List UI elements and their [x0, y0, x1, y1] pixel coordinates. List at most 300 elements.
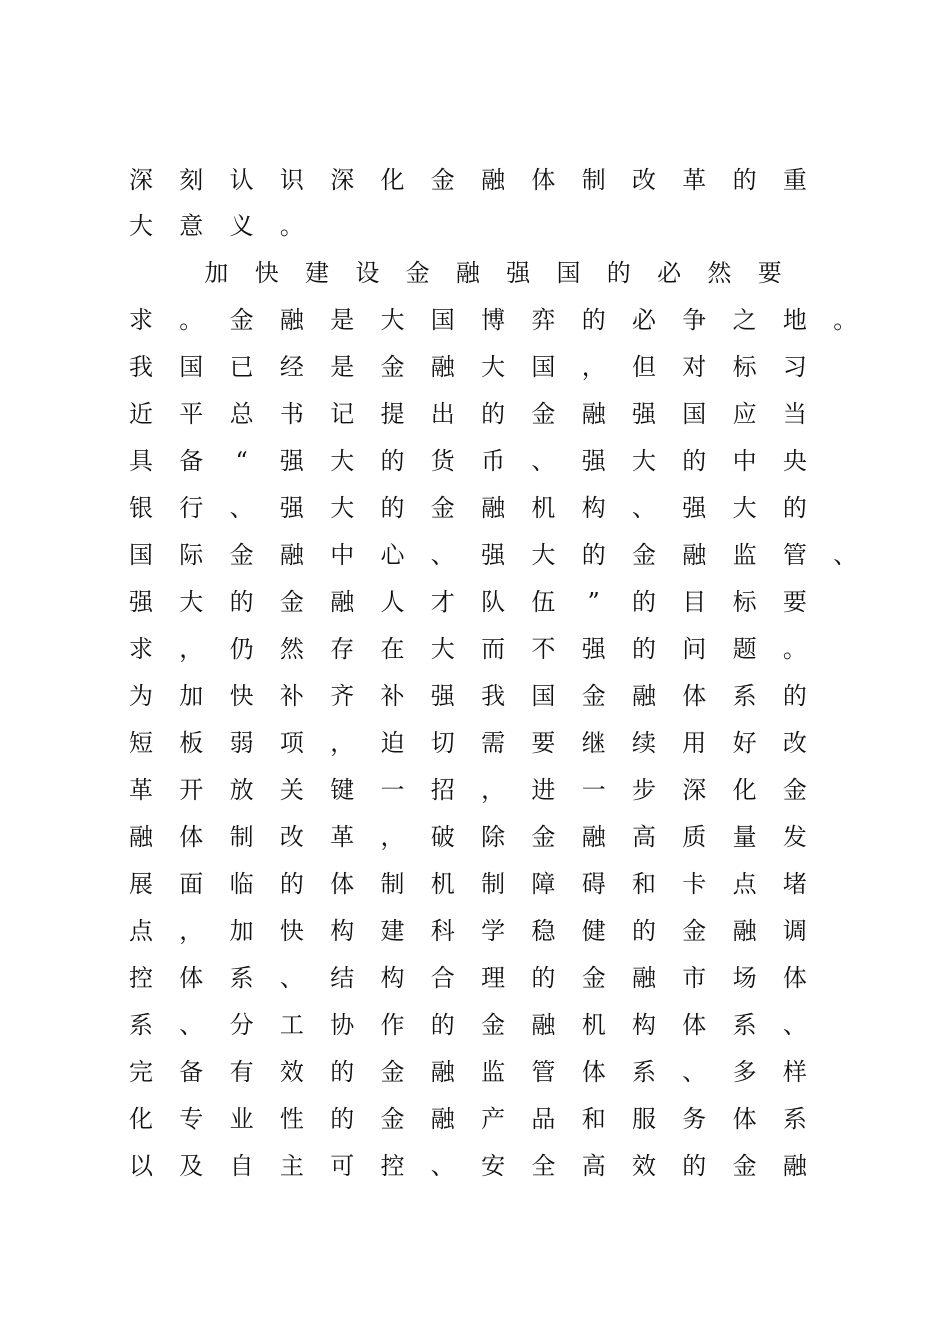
text-char: 提: [380, 400, 405, 428]
text-line: [0, 723, 950, 763]
text-char: 、: [682, 1058, 707, 1086]
text-char: 自: [229, 1152, 254, 1180]
text-char: “: [235, 447, 248, 475]
text-char: 央: [782, 447, 807, 475]
text-char: 经: [279, 353, 304, 381]
text-char: 的: [430, 1011, 455, 1039]
text-char: 完: [129, 1058, 153, 1086]
text-char: 改: [632, 166, 656, 194]
text-char: 需: [481, 729, 506, 757]
text-char: 应: [732, 400, 757, 428]
text-char: 的: [380, 494, 405, 522]
text-char: 为: [129, 682, 153, 710]
text-char: ，: [179, 917, 204, 945]
text-char: 中: [330, 541, 355, 569]
text-char: 展: [129, 870, 153, 898]
text-char: 、: [782, 1011, 807, 1039]
text-char: 金: [732, 1152, 757, 1180]
text-char: 专: [179, 1105, 204, 1133]
text-char: 补: [380, 682, 405, 710]
text-char: 。: [782, 635, 807, 663]
text-char: 深: [330, 166, 355, 194]
text-char: 但: [632, 353, 656, 381]
text-char: 人: [380, 588, 405, 616]
text-char: 化: [732, 776, 757, 804]
text-char: 系: [229, 964, 254, 992]
text-char: 性: [279, 1105, 304, 1133]
text-line: [0, 629, 950, 669]
text-char: 强: [506, 259, 531, 287]
text-char: 监: [481, 1058, 506, 1086]
text-char: 加: [229, 917, 254, 945]
text-char: 。: [179, 306, 204, 334]
text-char: 、: [833, 541, 858, 569]
text-char: 求: [129, 635, 153, 663]
text-char: 融: [481, 494, 506, 522]
text-char: 强: [481, 541, 506, 569]
text-line: [0, 911, 950, 951]
text-char: 、: [179, 1011, 204, 1039]
text-char: 融: [430, 1058, 455, 1086]
text-char: 障: [531, 870, 556, 898]
text-char: 好: [732, 729, 757, 757]
text-char: 革: [129, 776, 153, 804]
text-char: 国: [682, 400, 707, 428]
text-char: 加: [204, 259, 229, 287]
text-line: [0, 582, 950, 622]
text-char: 样: [782, 1058, 807, 1086]
text-char: 机: [581, 1011, 606, 1039]
text-line: [0, 864, 950, 904]
text-char: 际: [179, 541, 204, 569]
text-char: ，: [330, 729, 355, 757]
text-char: 具: [129, 447, 153, 475]
text-char: 科: [430, 917, 455, 945]
text-char: 融: [455, 259, 480, 287]
text-char: 进: [531, 776, 556, 804]
text-char: 续: [632, 729, 656, 757]
text-char: 金: [782, 776, 807, 804]
text-char: 大: [330, 494, 355, 522]
text-char: 。: [833, 306, 858, 334]
text-char: 系: [732, 1011, 757, 1039]
text-char: 大: [481, 353, 506, 381]
text-char: 融: [430, 353, 455, 381]
text-char: 问: [682, 635, 707, 663]
text-char: 破: [430, 823, 455, 851]
text-char: 学: [481, 917, 506, 945]
text-char: 点: [732, 870, 757, 898]
text-char: 革: [330, 823, 355, 851]
text-char: 堵: [782, 870, 807, 898]
text-char: 融: [531, 1011, 556, 1039]
text-char: 卡: [682, 870, 707, 898]
text-char: 金: [581, 682, 606, 710]
text-char: 金: [632, 541, 656, 569]
text-char: 一: [581, 776, 606, 804]
text-char: 的: [279, 870, 304, 898]
text-char: 建: [305, 259, 329, 287]
text-char: 高: [632, 823, 656, 851]
text-char: 开: [179, 776, 204, 804]
text-char: 的: [581, 306, 606, 334]
text-char: 融: [782, 1152, 807, 1180]
text-char: 金: [229, 306, 254, 334]
text-char: 、: [531, 447, 556, 475]
text-char: 齐: [330, 682, 355, 710]
text-char: 改: [782, 729, 807, 757]
text-char: 的: [481, 400, 506, 428]
text-char: 项: [279, 729, 304, 757]
text-char: 备: [179, 1058, 204, 1086]
text-char: 大: [632, 447, 656, 475]
text-char: 效: [632, 1152, 656, 1180]
text-line: [0, 441, 950, 481]
text-char: 切: [430, 729, 455, 757]
text-char: 量: [732, 823, 757, 851]
text-char: 监: [732, 541, 757, 569]
text-char: 货: [430, 447, 455, 475]
text-char: 系: [782, 1105, 807, 1133]
text-char: 补: [279, 682, 304, 710]
text-char: 的: [531, 964, 556, 992]
text-char: ，: [380, 823, 405, 851]
text-char: 的: [632, 635, 656, 663]
text-char: 高: [581, 1152, 606, 1180]
text-char: 大: [129, 212, 153, 240]
text-char: 金: [380, 1105, 405, 1133]
text-char: 对: [682, 353, 707, 381]
text-char: 金: [531, 823, 556, 851]
text-char: 临: [229, 870, 254, 898]
text-char: 控: [380, 1152, 405, 1180]
text-char: 金: [229, 541, 254, 569]
text-char: 构: [581, 494, 606, 522]
text-char: 融: [632, 964, 656, 992]
text-char: 已: [229, 353, 254, 381]
text-char: 体: [179, 823, 204, 851]
text-char: 强: [581, 635, 606, 663]
text-char: 业: [229, 1105, 254, 1133]
text-char: 博: [481, 306, 506, 334]
text-char: 的: [380, 447, 405, 475]
text-line: [0, 676, 950, 716]
text-char: 出: [430, 400, 455, 428]
text-char: 金: [481, 1011, 506, 1039]
text-char: 强: [279, 494, 304, 522]
text-char: 国: [129, 541, 153, 569]
text-char: 大: [531, 541, 556, 569]
text-char: 市: [682, 964, 707, 992]
text-char: 金: [430, 494, 455, 522]
text-char: 及: [179, 1152, 204, 1180]
text-char: 要: [757, 259, 782, 287]
text-char: 融: [581, 823, 606, 851]
text-char: 备: [179, 447, 204, 475]
text-char: 标: [732, 588, 757, 616]
text-char: 必: [632, 306, 656, 334]
text-char: 、: [632, 494, 656, 522]
text-char: 一: [380, 776, 405, 804]
text-char: 书: [279, 400, 304, 428]
text-char: 服: [632, 1105, 656, 1133]
text-line: [0, 958, 950, 998]
text-char: 体: [682, 682, 707, 710]
text-char: 制: [481, 870, 506, 898]
text-char: 体: [581, 1058, 606, 1086]
text-char: 国: [531, 353, 556, 381]
text-char: 改: [279, 823, 304, 851]
text-char: 银: [129, 494, 153, 522]
text-char: 国: [531, 682, 556, 710]
text-line: [0, 1146, 950, 1186]
text-char: 要: [782, 588, 807, 616]
text-char: 总: [229, 400, 254, 428]
text-char: 合: [430, 964, 455, 992]
text-char: 融: [330, 588, 355, 616]
text-line: [0, 488, 950, 528]
text-char: 板: [179, 729, 204, 757]
text-char: 不: [531, 635, 556, 663]
text-char: 近: [129, 400, 153, 428]
text-char: 除: [481, 823, 506, 851]
text-char: 融: [279, 541, 304, 569]
text-char: 短: [129, 729, 153, 757]
text-char: 发: [782, 823, 807, 851]
text-char: 之: [732, 306, 757, 334]
text-char: 融: [632, 682, 656, 710]
text-char: 机: [430, 870, 455, 898]
text-char: 行: [179, 494, 204, 522]
text-line: [0, 206, 950, 246]
text-char: 和: [581, 1105, 606, 1133]
text-line: [0, 770, 950, 810]
text-char: 体: [682, 1011, 707, 1039]
text-char: 的: [732, 166, 757, 194]
text-char: 的: [606, 259, 631, 287]
text-char: 国: [430, 306, 455, 334]
text-char: 健: [581, 917, 606, 945]
text-char: 品: [531, 1105, 556, 1133]
text-char: 标: [732, 353, 757, 381]
text-char: 中: [732, 447, 757, 475]
text-line: [0, 160, 950, 200]
text-char: 我: [129, 353, 153, 381]
text-char: 的: [581, 541, 606, 569]
text-char: 融: [581, 400, 606, 428]
text-char: 求: [129, 306, 153, 334]
text-char: 务: [682, 1105, 707, 1133]
text-line: [0, 1099, 950, 1139]
text-char: 我: [481, 682, 506, 710]
text-char: 强: [632, 400, 656, 428]
text-char: 强: [430, 682, 455, 710]
text-char: 大: [430, 635, 455, 663]
text-char: 控: [129, 964, 153, 992]
text-char: 融: [430, 1105, 455, 1133]
text-char: ，: [481, 776, 506, 804]
text-char: 的: [782, 682, 807, 710]
text-char: 的: [330, 1058, 355, 1086]
text-char: 金: [531, 400, 556, 428]
text-char: 当: [782, 400, 807, 428]
text-char: 化: [380, 166, 405, 194]
text-char: 协: [330, 1011, 355, 1039]
text-char: 管: [782, 541, 807, 569]
text-char: 革: [682, 166, 707, 194]
text-char: 机: [531, 494, 556, 522]
text-char: 、: [430, 541, 455, 569]
text-char: 的: [229, 588, 254, 616]
text-char: 国: [179, 353, 204, 381]
text-char: 设: [355, 259, 380, 287]
text-line: [0, 253, 950, 293]
text-char: 招: [430, 776, 455, 804]
text-char: 分: [229, 1011, 254, 1039]
text-char: 用: [682, 729, 707, 757]
text-char: 。: [279, 212, 304, 240]
text-char: 金: [682, 917, 707, 945]
text-line: [0, 1052, 950, 1092]
text-char: 可: [330, 1152, 355, 1180]
text-char: 稳: [531, 917, 556, 945]
text-char: 大: [732, 494, 757, 522]
text-char: 面: [179, 870, 204, 898]
text-char: 是: [330, 353, 355, 381]
text-line: [0, 535, 950, 575]
text-char: 体: [531, 166, 556, 194]
text-char: 金: [405, 259, 430, 287]
text-char: 金: [581, 964, 606, 992]
text-char: 的: [632, 917, 656, 945]
text-char: 然: [707, 259, 732, 287]
text-char: 然: [279, 635, 304, 663]
text-char: 融: [682, 541, 707, 569]
text-char: 金: [380, 1058, 405, 1086]
text-char: 金: [430, 166, 455, 194]
text-char: 快: [254, 259, 279, 287]
text-char: 必: [657, 259, 682, 287]
text-char: 的: [682, 447, 707, 475]
text-char: 认: [229, 166, 254, 194]
text-char: 碍: [581, 870, 606, 898]
text-char: 目: [682, 588, 707, 616]
text-char: 在: [380, 635, 405, 663]
text-char: 产: [481, 1105, 506, 1133]
text-char: 强: [279, 447, 304, 475]
text-char: 和: [632, 870, 656, 898]
text-char: 强: [682, 494, 707, 522]
text-char: 习: [782, 353, 807, 381]
text-char: 制: [581, 166, 606, 194]
text-char: 意: [179, 212, 204, 240]
text-char: 主: [279, 1152, 304, 1180]
text-char: 的: [330, 1105, 355, 1133]
text-char: 融: [129, 823, 153, 851]
text-char: 质: [682, 823, 707, 851]
text-char: 币: [481, 447, 506, 475]
text-char: 义: [229, 212, 254, 240]
text-char: 仍: [229, 635, 254, 663]
text-char: 强: [129, 588, 153, 616]
text-char: 作: [380, 1011, 405, 1039]
text-char: 制: [380, 870, 405, 898]
text-char: 融: [279, 306, 304, 334]
text-char: 构: [632, 1011, 656, 1039]
text-char: 点: [129, 917, 153, 945]
text-char: 理: [481, 964, 506, 992]
text-line: [0, 1005, 950, 1045]
text-char: 调: [782, 917, 807, 945]
text-char: 系: [129, 1011, 153, 1039]
text-char: 伍: [531, 588, 556, 616]
text-char: 大: [380, 306, 405, 334]
text-char: 管: [531, 1058, 556, 1086]
text-line: [0, 347, 950, 387]
text-char: 化: [129, 1105, 153, 1133]
text-char: 的: [782, 494, 807, 522]
text-char: 国: [556, 259, 581, 287]
text-char: 效: [279, 1058, 304, 1086]
text-char: 迫: [380, 729, 405, 757]
text-char: 、: [430, 1152, 455, 1180]
text-char: 、: [279, 964, 304, 992]
text-char: 记: [330, 400, 355, 428]
text-char: 而: [481, 635, 506, 663]
text-char: 地: [782, 306, 807, 334]
text-line: [0, 394, 950, 434]
text-char: 要: [531, 729, 556, 757]
text-char: 融: [732, 917, 757, 945]
text-char: 、: [229, 494, 254, 522]
text-char: 深: [682, 776, 707, 804]
text-char: 体: [179, 964, 204, 992]
text-char: 存: [330, 635, 355, 663]
text-char: 的: [682, 1152, 707, 1180]
text-char: 构: [380, 964, 405, 992]
text-line: [0, 817, 950, 857]
text-char: 平: [179, 400, 204, 428]
text-char: 弱: [229, 729, 254, 757]
text-char: 建: [380, 917, 405, 945]
text-char: 制: [229, 823, 254, 851]
text-char: 体: [732, 1105, 757, 1133]
text-char: 刻: [179, 166, 204, 194]
text-char: 金: [279, 588, 304, 616]
text-char: 场: [732, 964, 757, 992]
text-char: 系: [632, 1058, 656, 1086]
text-char: 深: [129, 166, 153, 194]
text-char: 快: [279, 917, 304, 945]
text-char: 识: [279, 166, 304, 194]
text-char: 加: [179, 682, 204, 710]
text-char: 弈: [531, 306, 556, 334]
text-char: 继: [581, 729, 606, 757]
text-char: ，: [581, 353, 606, 381]
text-char: 题: [732, 635, 757, 663]
text-char: 结: [330, 964, 355, 992]
text-char: 争: [682, 306, 707, 334]
text-char: 重: [782, 166, 807, 194]
text-char: 关: [279, 776, 304, 804]
text-char: 快: [229, 682, 254, 710]
text-char: 体: [782, 964, 807, 992]
text-char: 大: [179, 588, 204, 616]
text-char: 心: [380, 541, 405, 569]
text-line: [0, 300, 950, 340]
text-char: ”: [587, 588, 600, 616]
text-char: 是: [330, 306, 355, 334]
